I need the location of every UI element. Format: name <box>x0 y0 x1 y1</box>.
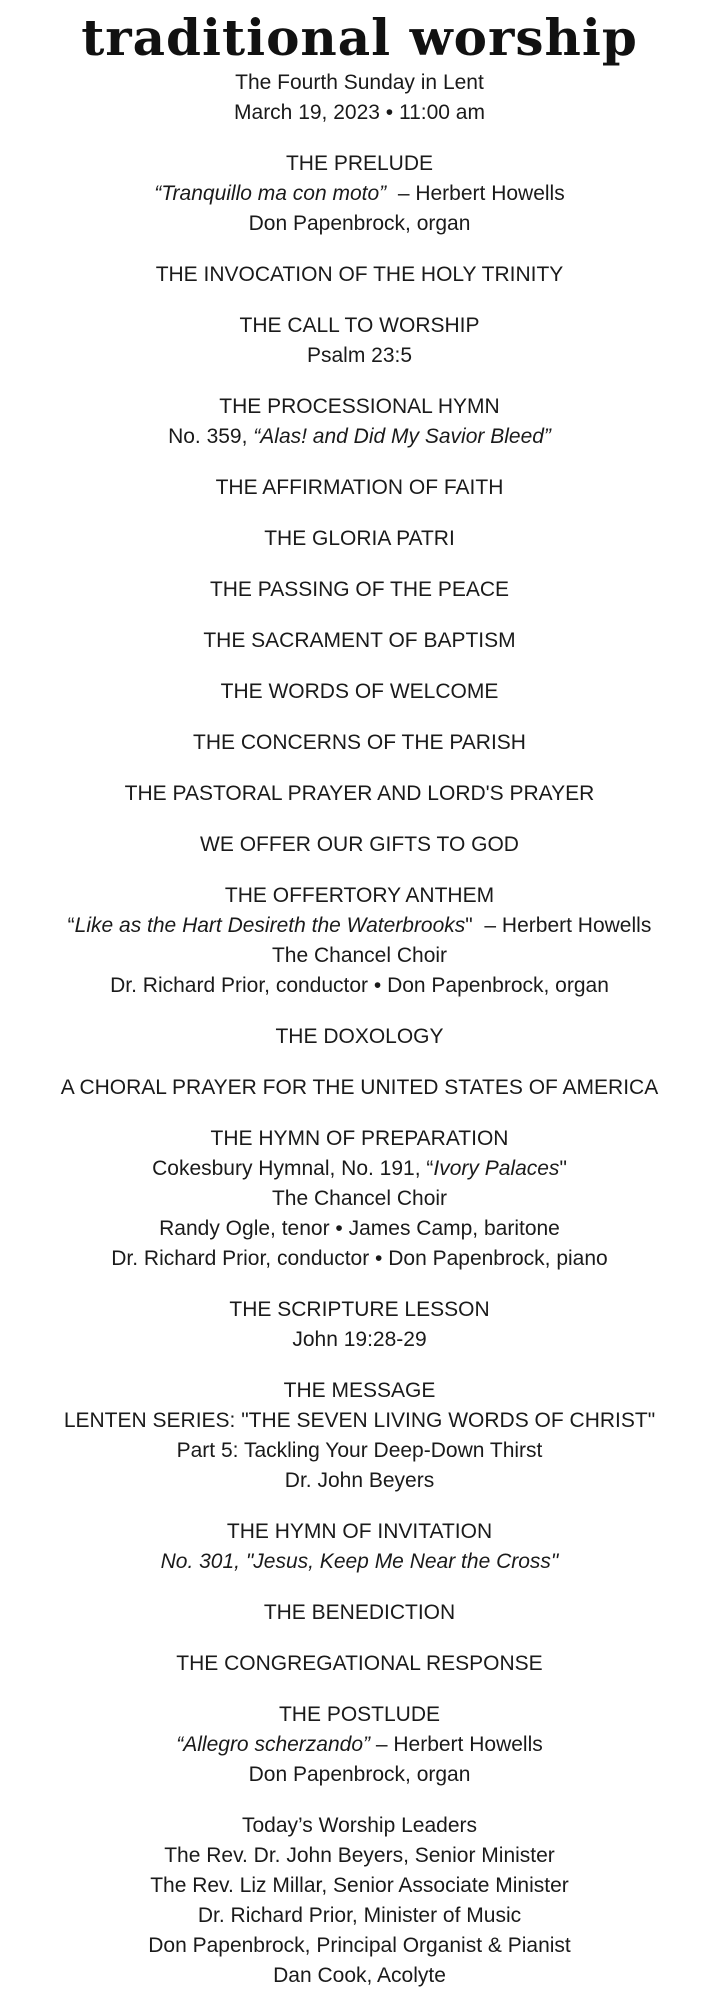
message-heading: THE MESSAGE <box>283 1379 436 1402</box>
pastoral-section <box>0 779 719 809</box>
affirmation-section <box>0 473 719 503</box>
page-title: traditional worship <box>81 8 638 67</box>
message-series: LENTEN SERIES: "THE SEVEN LIVING WORDS OF CHRIST" <box>63 1409 656 1432</box>
processional-number: No. 359, <box>168 425 254 448</box>
invocation-section <box>0 260 719 290</box>
response-heading: THE CONGREGATIONAL RESPONSE <box>176 1652 543 1675</box>
message-speaker: Dr. John Beyers <box>284 1469 435 1492</box>
invitation-heading: THE HYMN OF INVITATION <box>226 1520 493 1543</box>
postlude-piece: “Allegro scherzando” <box>176 1733 371 1756</box>
leader-item: The Rev. Dr. John Beyers, Senior Minister <box>164 1844 555 1867</box>
scripture-reference: John 19:28-29 <box>292 1328 427 1351</box>
offertory-piece: Like as the Hart Desireth the Waterbrooks <box>74 914 466 937</box>
prelude-section <box>0 149 719 239</box>
leaders-section <box>0 1811 719 1991</box>
gloria-section <box>0 524 719 554</box>
leader-item: The Rev. Liz Millar, Senior Associate Minister <box>150 1874 569 1897</box>
gifts-heading: WE OFFER OUR GIFTS TO GOD <box>200 833 519 856</box>
prelude-piece: “Tranquillo ma con moto” <box>154 182 387 205</box>
call-reference: Psalm 23:5 <box>306 344 413 367</box>
service-info <box>0 68 719 128</box>
preparation-section <box>0 1124 719 1274</box>
scripture-section <box>0 1295 719 1355</box>
invitation-section <box>0 1517 719 1577</box>
choral-prayer-heading: A CHORAL PRAYER FOR THE UNITED STATES OF AMERICA <box>60 1076 659 1099</box>
concerns-heading: THE CONCERNS OF THE PARISH <box>193 731 526 754</box>
scripture-heading: THE SCRIPTURE LESSON <box>229 1298 490 1321</box>
benediction-heading: THE BENEDICTION <box>263 1601 456 1624</box>
postlude-composer: – Herbert Howells <box>370 1733 543 1756</box>
postlude-section <box>0 1700 719 1790</box>
processional-section <box>0 392 719 452</box>
sunday-name: The Fourth Sunday in Lent <box>235 71 484 94</box>
response-section <box>0 1649 719 1679</box>
preparation-hymn-line <box>0 1154 719 1184</box>
prelude-piece-line <box>0 179 719 209</box>
invocation-heading: THE INVOCATION OF THE HOLY TRINITY <box>155 263 564 286</box>
baptism-section <box>0 626 719 656</box>
prelude-composer: – Herbert Howells <box>386 182 565 205</box>
message-section <box>0 1376 719 1496</box>
leader-item: Dr. Richard Prior, Minister of Music <box>197 1904 522 1927</box>
affirmation-heading: THE AFFIRMATION OF FAITH <box>215 476 504 499</box>
pastoral-heading: THE PASTORAL PRAYER AND LORD'S PRAYER <box>124 782 595 805</box>
leaders-heading: Today’s Worship Leaders <box>241 1814 478 1837</box>
offertory-piece-line <box>0 911 719 941</box>
postlude-piece-line <box>0 1730 719 1760</box>
processional-heading: THE PROCESSIONAL HYMN <box>219 395 500 418</box>
preparation-choir: The Chancel Choir <box>271 1187 448 1210</box>
preparation-prefix: Cokesbury Hymnal, No. 191, “ <box>152 1157 434 1180</box>
doxology-section <box>0 1022 719 1052</box>
choral-prayer-section <box>0 1073 719 1103</box>
postlude-performer: Don Papenbrock, organ <box>248 1763 471 1786</box>
offertory-heading: THE OFFERTORY ANTHEM <box>224 884 495 907</box>
preparation-heading: THE HYMN OF PREPARATION <box>210 1127 509 1150</box>
offertory-section <box>0 881 719 1001</box>
message-part: Part 5: Tackling Your Deep-Down Thirst <box>176 1439 543 1462</box>
welcome-heading: THE WORDS OF WELCOME <box>220 680 499 703</box>
processional-title: “Alas! and Did My Savior Bleed” <box>253 425 551 448</box>
prelude-heading: THE PRELUDE <box>285 152 434 175</box>
service-date-time: March 19, 2023 • 11:00 am <box>234 101 485 124</box>
prelude-performer: Don Papenbrock, organ <box>248 212 471 235</box>
offertory-credits: Dr. Richard Prior, conductor • Don Papenbrock, organ <box>110 974 609 997</box>
call-heading: THE CALL TO WORSHIP <box>239 314 480 337</box>
gifts-section <box>0 830 719 860</box>
preparation-credits: Dr. Richard Prior, conductor • Don Papenbrock, piano <box>111 1247 608 1270</box>
offertory-choir: The Chancel Choir <box>271 944 448 967</box>
gloria-heading: THE GLORIA PATRI <box>264 527 455 550</box>
welcome-section <box>0 677 719 707</box>
leader-item: Dan Cook, Acolyte <box>273 1964 446 1987</box>
peace-section <box>0 575 719 605</box>
doxology-heading: THE DOXOLOGY <box>275 1025 444 1048</box>
processional-hymn-line <box>0 422 719 452</box>
invitation-hymn: No. 301, "Jesus, Keep Me Near the Cross" <box>160 1550 559 1573</box>
leader-item: Don Papenbrock, Principal Organist & Pianist <box>148 1934 571 1957</box>
offertory-open-quote: “ <box>67 914 75 937</box>
preparation-piece: Ivory Palaces <box>433 1157 560 1180</box>
call-section <box>0 311 719 371</box>
baptism-heading: THE SACRAMENT OF BAPTISM <box>203 629 516 652</box>
offertory-composer: " – Herbert Howells <box>465 914 652 937</box>
benediction-section <box>0 1598 719 1628</box>
preparation-soloists: Randy Ogle, tenor • James Camp, baritone <box>159 1217 560 1240</box>
peace-heading: THE PASSING OF THE PEACE <box>209 578 510 601</box>
preparation-suffix: " <box>559 1157 567 1180</box>
concerns-section <box>0 728 719 758</box>
postlude-heading: THE POSTLUDE <box>278 1703 441 1726</box>
